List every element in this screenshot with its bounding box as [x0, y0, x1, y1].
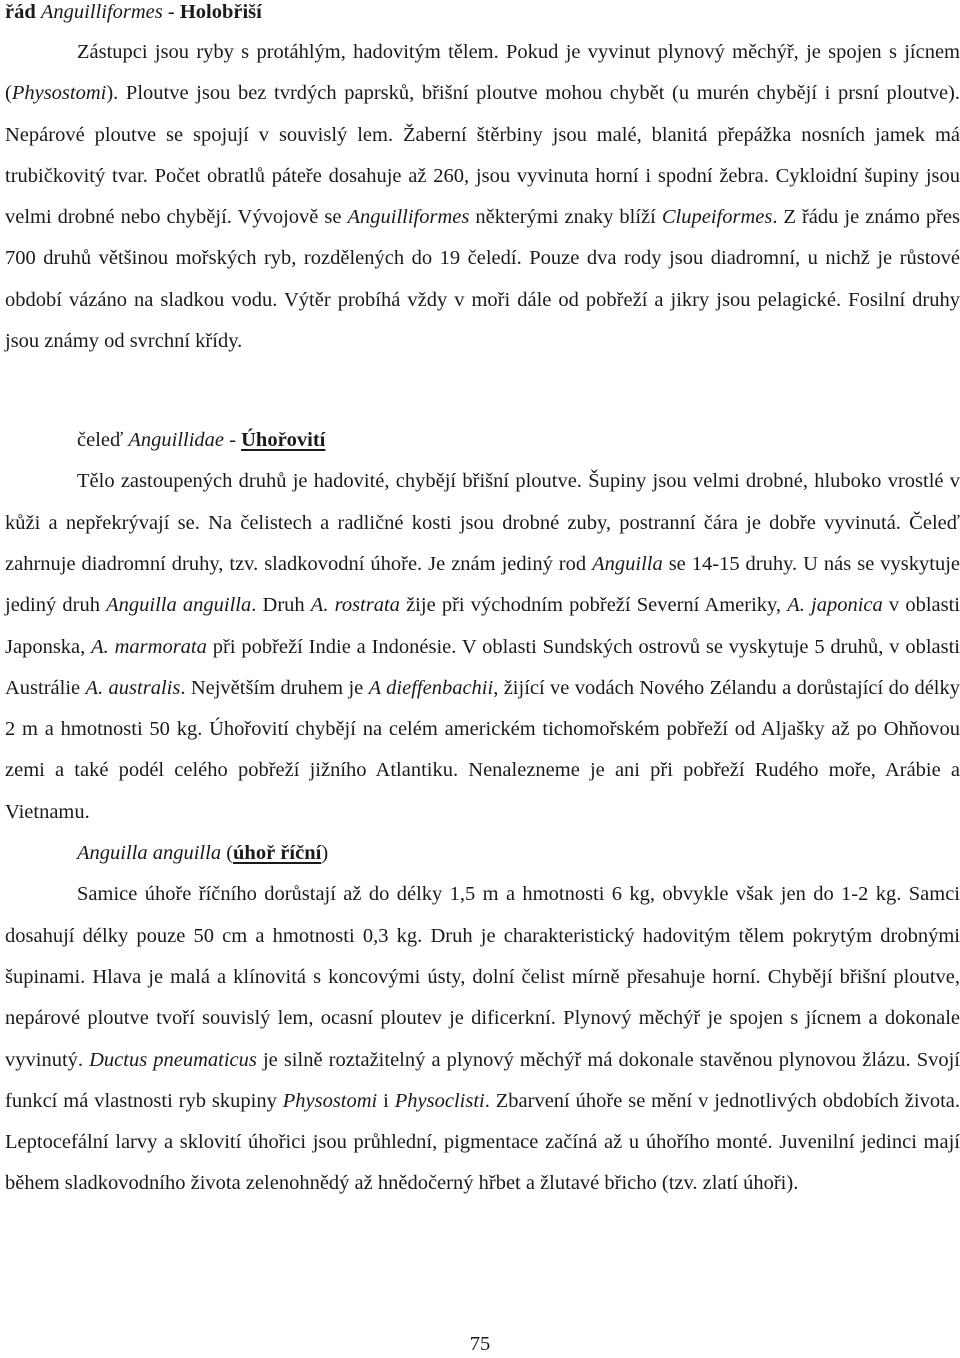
order-description: Zástupci jsou ryby s protáhlým, hadovitým tělem. Pokud je vyvinut plynový měchýř, je spojen s jícnem (Physostomi). Ploutve jsou bez tvrdých paprsků, břišní ploutve mohou chybět (u murén chybějí i prsní ploutve). Nepárové ploutve se spojují v souvislý lem. Žaberní štěrbiny jsou malé, blanitá přepážka nosních jamek má trubičkovitý tvar. Počet obratlů páteře dosahuje až 260, jsou vyvinuta horní i spodní žebra. Cykloidní šupiny jsou velmi drobné nebo chybějí. Vývojově se Anguilliformes některými znaky blíží Clupeiformes. Z řádu je známo přes 700 druhů většinou mořských ryb, rozdělených do 19 čeledí. Pouze dva rody jsou diadromní, u nichž je růstové období vázáno na sladkou vodu. Výtěr probíhá vždy v moři dále od pobřeží a jikry jsou pelagické. Fosilní druhy jsou známy od svrchní křídy. — [5, 41, 960, 353]
order-heading — [5, 0, 960, 25]
species-heading: Anguilla anguilla (úhoř říční) — [77, 842, 329, 865]
order-latin-name: Anguilliformes — [40, 1, 163, 23]
species-latin-name: Anguilla anguilla — [77, 842, 222, 865]
family-separator: - — [224, 429, 242, 452]
species-description: Samice úhoře říčního dorůstají až do délky 1,5 m a hmotnosti 6 kg, obvykle však jen do 1-2 kg. Samci dosahují délky pouze 50 cm a hmotnosti 0,3 kg. Druh je charakteristický hadovitým tělem pokrytým drobnými šupinami. Hlava je malá a klínovitá s koncovými ústy, dolní čelist mírně přesahuje horní. Chybějí břišní ploutve, nepárové ploutve tvoří souvislý lem, ocasní ploutev je dificerkní. Plynový měchýř je spojen s jícnem a dokonale vyvinutý. Ductus pneumaticus je silně roztažitelný a plynový měchýř má dokonale stavěnou plynovou žlázu. Svojí funkcí má vlastnosti ryb skupiny Physostomi i Physoclisti. Zbarvení úhoře se mění v jednotlivých obdobích života. Leptocefální larvy a sklovití úhořici jsou průhlední, pigmentace začíná až u úhořího monté. Juvenilní jedinci mají během sladkovodního života zelenohnědý až hnědočerný hřbet a žlutavé břicho (tzv. zlatí úhoři). — [5, 883, 960, 1195]
order-czech-name: Holobřiší — [179, 1, 262, 23]
family-czech-name: Úhořovití — [241, 429, 326, 452]
family-latin-name: Anguillidae — [128, 429, 225, 452]
page-number: 75 — [469, 1333, 491, 1355]
family-prefix: čeleď — [77, 429, 124, 452]
family-description: Tělo zastoupených druhů je hadovité, chybějí břišní ploutve. Šupiny jsou velmi drobné, hluboko vrostlé v kůži a nepřekrývají se. Na čelistech a radličné kosti jsou drobné zuby, postranní čára je dobře vyvinutá. Čeleď zahrnuje diadromní druhy, tzv. sladkovodní úhoře. Je znám jediný rod Anguilla se 14-15 druhy. U nás se vyskytuje jediný druh Anguilla anguilla. Druh A. rostrata žije při východním pobřeží Severní Ameriky, A. japonica v oblasti Japonska, A. marmorata při pobřeží Indie a Indonésie. V oblasti Sundských ostrovů se vyskytuje 5 druhů, v oblasti Austrálie A. australis. Největším druhem je A dieffenbachii, žijící ve vodách Nového Zélandu a dorůstající do délky 2 m a hmotnosti 50 kg. Úhořovití chybějí na celém americkém tichomořském pobřeží od Aljašky až po Ohňovou zemi a také podél celého pobřeží jižního Atlantiku. Nenalezneme je ani při pobřeží Rudého moře, Arábie a Vietnamu. — [5, 470, 960, 823]
species-czech-name: úhoř říční — [233, 842, 322, 865]
order-separator: - — [162, 1, 180, 23]
document-page — [5, 0, 960, 1205]
section-gap — [5, 362, 960, 428]
order-prefix: řád — [5, 1, 36, 23]
family-heading — [5, 428, 960, 453]
